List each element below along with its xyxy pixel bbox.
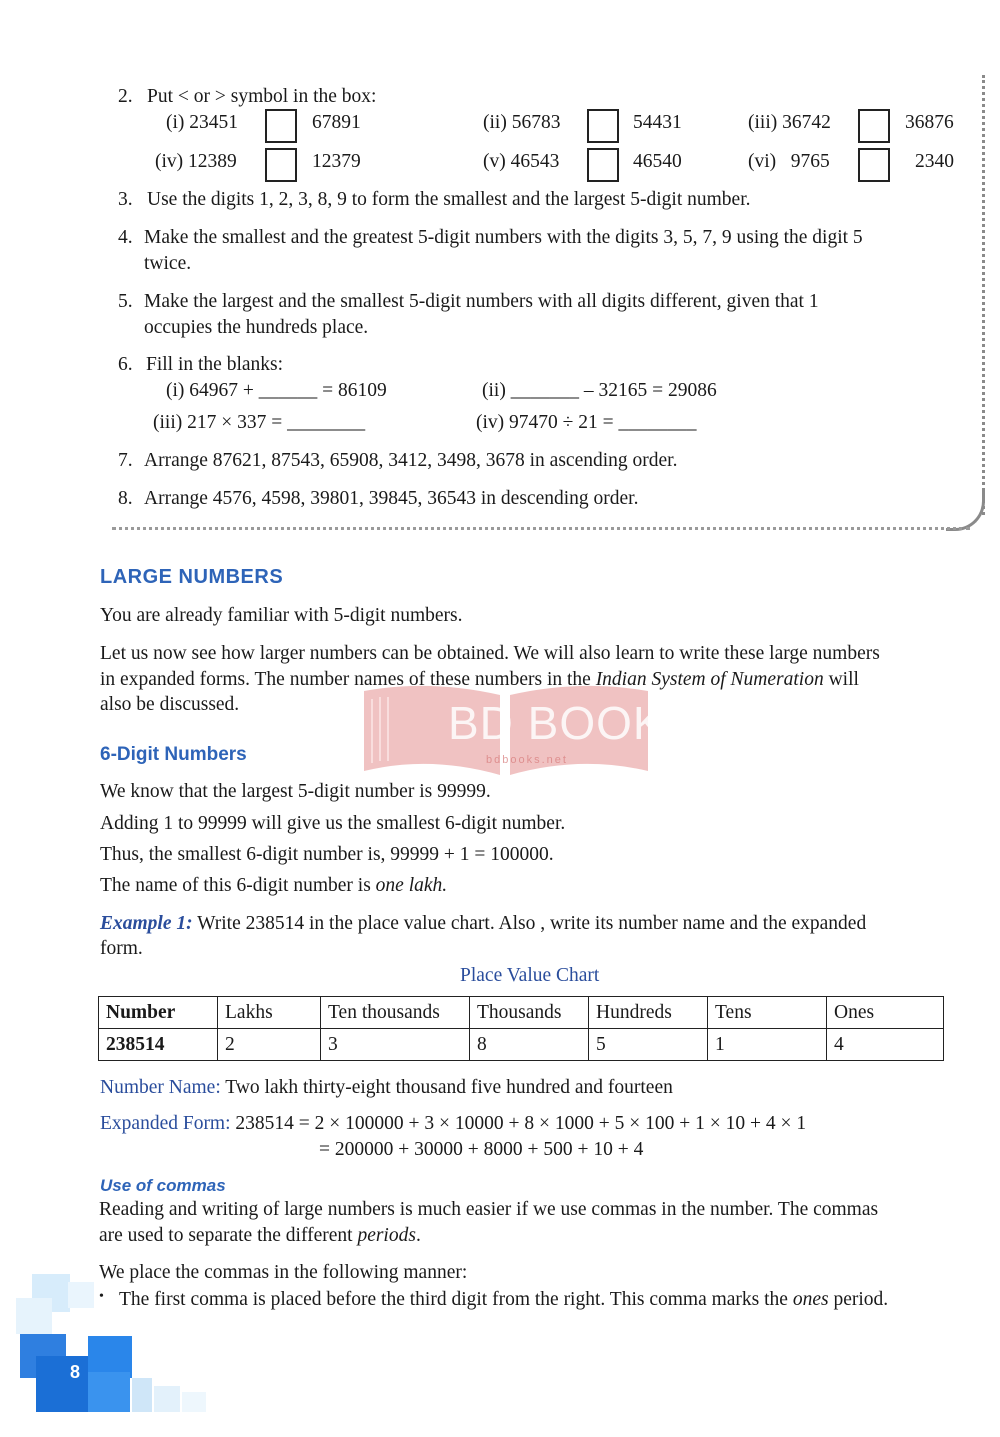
number-name-line: Number Name: Two lakh thirty-eight thousand five hundred and fourteen <box>100 1077 673 1098</box>
table-header: Thousands <box>470 997 589 1029</box>
subsection-heading: Use of commas <box>100 1176 226 1195</box>
question-text: Make the largest and the smallest 5-digit numbers with all digits different, given that 1 <box>144 291 819 312</box>
table-cell: 4 <box>827 1029 944 1061</box>
fill-blank-item: (i) 64967 + ______ = 86109 <box>166 380 387 401</box>
paragraph-text: Reading and writing of large numbers is much easier if we use commas in the number. The commas <box>99 1199 879 1220</box>
number-name-label: Number Name: <box>100 1077 221 1098</box>
fill-blank-item: (iv) 97470 ÷ 21 = ________ <box>476 412 697 433</box>
comparison-value: 46540 <box>633 151 682 172</box>
example-text: form. <box>100 938 143 959</box>
question-number: 3. <box>118 189 133 210</box>
comparison-value: 2340 <box>915 151 954 172</box>
expanded-form-line: = 200000 + 30000 + 8000 + 500 + 10 + 4 <box>319 1139 644 1160</box>
comparison-value: 67891 <box>312 112 361 133</box>
section-heading: LARGE NUMBERS <box>100 566 284 588</box>
table-cell: 1 <box>708 1029 827 1061</box>
answer-box[interactable] <box>265 148 297 182</box>
place-value-table <box>98 996 944 1061</box>
paragraph-text: You are already familiar with 5-digit numbers. <box>100 605 463 626</box>
page-corner-decoration <box>14 1268 214 1418</box>
table-header: Tens <box>708 997 827 1029</box>
table-cell: 2 <box>218 1029 321 1061</box>
exercise-frame-right <box>968 75 985 515</box>
paragraph-text: The name of this 6-digit number is one lakh. <box>100 875 448 896</box>
question-text: Arrange 87621, 87543, 65908, 3412, 3498, 3678 in ascending order. <box>144 450 678 471</box>
page-number: 8 <box>70 1362 81 1382</box>
question-text: Make the smallest and the greatest 5-digit numbers with the digits 3, 5, 7, 9 using the digit 5 <box>144 227 863 248</box>
answer-box[interactable] <box>587 148 619 182</box>
table-row <box>99 1029 944 1061</box>
question-text: twice. <box>144 253 192 274</box>
comparison-label: (ii) 56783 <box>483 112 561 133</box>
answer-box[interactable] <box>858 148 890 182</box>
question-number: 7. <box>118 450 133 471</box>
expanded-form-line: Expanded Form: 238514 = 2 × 100000 + 3 × 10000 + 8 × 1000 + 5 × 100 + 1 × 10 + 4 × 1 <box>100 1113 807 1134</box>
paragraph-text: in expanded forms. The number names of these numbers in the Indian System of Numeration will <box>100 669 859 690</box>
answer-box[interactable] <box>265 109 297 143</box>
fill-blank-item: (iii) 217 × 337 = ________ <box>153 412 366 433</box>
bullet-item: The first comma is placed before the third digit from the right. This comma marks the ones period. <box>119 1289 889 1310</box>
paragraph-text: We place the commas in the following manner: <box>99 1262 468 1283</box>
fill-blank-item: (ii) _______ – 32165 = 29086 <box>482 380 717 401</box>
paragraph-text: are used to separate the different periods. <box>99 1225 421 1246</box>
question-number: 5. <box>118 291 133 312</box>
question-number: 4. <box>118 227 133 248</box>
comparison-label: (iii) 36742 <box>748 112 831 133</box>
comparison-label: (iv) 12389 <box>155 151 237 172</box>
table-header: Ten thousands <box>321 997 470 1029</box>
bullet-icon: • <box>99 1289 104 1304</box>
table-header: Lakhs <box>218 997 321 1029</box>
table-header: Hundreds <box>589 997 708 1029</box>
table-cell: 8 <box>470 1029 589 1061</box>
paragraph-text: We know that the largest 5-digit number is 99999. <box>100 781 491 802</box>
exercise-frame-bottom <box>112 523 970 530</box>
watermark-text: BD BOOKS <box>448 697 697 749</box>
table-cell: 5 <box>589 1029 708 1061</box>
comparison-label: (i) 23451 <box>166 112 239 133</box>
question-text: Put < or > symbol in the box: <box>147 86 377 107</box>
question-text: Use the digits 1, 2, 3, 8, 9 to form the smallest and the largest 5-digit number. <box>147 189 751 210</box>
table-header: Number <box>99 997 218 1029</box>
answer-box[interactable] <box>587 109 619 143</box>
table-header-row <box>99 997 944 1029</box>
comparison-label: (v) 46543 <box>483 151 560 172</box>
comparison-value: 36876 <box>905 112 954 133</box>
table-header: Ones <box>827 997 944 1029</box>
paragraph-text: Let us now see how larger numbers can be obtained. We will also learn to write these large numbers <box>100 643 880 664</box>
table-cell: 238514 <box>99 1029 218 1061</box>
subsection-heading: 6-Digit Numbers <box>100 744 247 765</box>
table-cell: 3 <box>321 1029 470 1061</box>
question-number: 6. <box>118 354 133 375</box>
chart-title: Place Value Chart <box>460 965 600 986</box>
answer-box[interactable] <box>858 109 890 143</box>
paragraph-text: Thus, the smallest 6-digit number is, 99999 + 1 = 100000. <box>100 844 554 865</box>
expanded-form-label: Expanded Form: <box>100 1113 231 1134</box>
comparison-label: (vi) 9765 <box>748 151 830 172</box>
question-number: 2. <box>118 86 133 107</box>
question-number: 8. <box>118 488 133 509</box>
comparison-value: 12379 <box>312 151 361 172</box>
watermark-subtext: bdbooks.net <box>486 754 568 766</box>
example-text: Example 1: Write 238514 in the place value chart. Also , write its number name and the expanded <box>100 913 867 934</box>
question-text: Arrange 4576, 4598, 39801, 39845, 36543 in descending order. <box>144 488 639 509</box>
example-label: Example 1: <box>100 913 193 934</box>
question-text: Fill in the blanks: <box>146 354 284 375</box>
paragraph-text: also be discussed. <box>100 694 240 715</box>
comparison-value: 54431 <box>633 112 682 133</box>
paragraph-text: Adding 1 to 99999 will give us the smallest 6-digit number. <box>100 813 566 834</box>
question-text: occupies the hundreds place. <box>144 317 369 338</box>
